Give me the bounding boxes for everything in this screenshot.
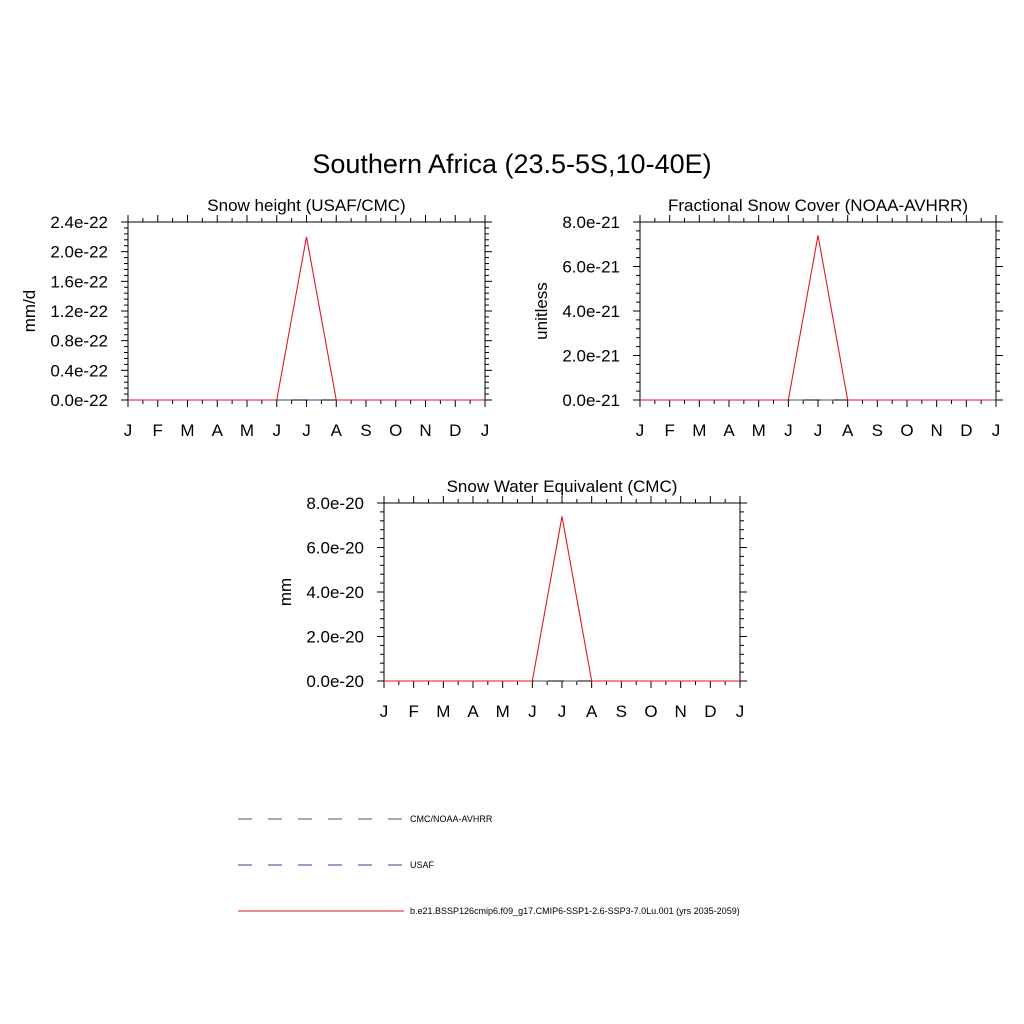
series-line-model	[384, 516, 740, 681]
chart-panel-1	[20, 196, 492, 440]
x-tick-label: F	[408, 702, 419, 721]
y-tick-label: 6.0e-20	[306, 538, 364, 558]
x-tick-label: F	[664, 421, 675, 440]
x-tick-label: D	[960, 421, 973, 440]
series-line-model	[640, 235, 996, 400]
x-tick-label: J	[735, 702, 745, 721]
x-tick-label: N	[419, 421, 432, 440]
legend-label: USAF	[410, 860, 435, 870]
x-tick-label: J	[635, 421, 645, 440]
x-tick-label: O	[900, 421, 914, 440]
plot-frame	[384, 503, 740, 681]
plot-frame	[640, 222, 996, 400]
series-line-model	[128, 237, 485, 400]
y-axis-label: mm	[276, 577, 295, 607]
y-tick-label: 0.8e-22	[50, 331, 108, 351]
x-tick-label: J	[528, 702, 537, 721]
x-tick-label: J	[123, 421, 133, 440]
legend-label: CMC/NOAA-AVHRR	[410, 814, 493, 824]
plot-frame	[128, 222, 485, 400]
x-tick-label: D	[704, 702, 717, 721]
x-tick-label: J	[480, 421, 490, 440]
x-tick-label: N	[930, 421, 943, 440]
x-tick-label: M	[751, 421, 766, 440]
x-tick-label: A	[841, 421, 854, 440]
x-tick-label: J	[813, 421, 823, 440]
y-tick-label: 2.0e-20	[306, 627, 364, 647]
x-tick-label: J	[557, 702, 567, 721]
x-tick-label: A	[211, 421, 223, 440]
x-tick-label: M	[180, 421, 195, 440]
x-tick-label: D	[449, 421, 462, 440]
y-axis-label: unitless	[532, 282, 551, 340]
y-tick-label: 2.4e-22	[50, 213, 108, 232]
legend-label: b.e21.BSSP126cmip6.f09_g17.CMIP6-SSP1-2.6-SSP3-7.0Lu.001 (yrs 2035-2059)	[410, 906, 740, 916]
y-tick-label: 1.6e-22	[50, 272, 108, 292]
x-tick-label: M	[692, 421, 707, 440]
chart-panels	[20, 196, 1003, 721]
chart-panel-3	[276, 477, 747, 721]
x-tick-label: A	[723, 421, 735, 440]
x-tick-label: A	[585, 702, 598, 721]
y-tick-label: 0.0e-21	[562, 391, 620, 410]
chart-panel-2	[532, 196, 1003, 440]
x-tick-label: O	[389, 421, 403, 440]
x-tick-label: M	[436, 702, 451, 721]
x-tick-label: S	[615, 702, 628, 721]
x-tick-label: J	[991, 421, 1001, 440]
y-axis-label: mm/d	[20, 289, 39, 333]
chart-title: Snow height (USAF/CMC)	[207, 196, 406, 215]
x-tick-label: M	[495, 702, 510, 721]
x-tick-label: M	[239, 421, 255, 440]
x-tick-label: O	[644, 702, 658, 721]
y-tick-label: 4.0e-21	[562, 302, 620, 321]
y-tick-label: 8.0e-20	[306, 494, 364, 513]
y-tick-label: 6.0e-21	[562, 257, 620, 277]
x-tick-label: S	[871, 421, 884, 440]
y-tick-label: 4.0e-20	[306, 583, 364, 602]
figure-title: Southern Africa (23.5-5S,10-40E)	[312, 149, 712, 179]
x-tick-label: A	[330, 421, 342, 440]
y-tick-label: 0.0e-20	[306, 672, 364, 691]
x-tick-label: J	[272, 421, 281, 440]
x-tick-label: N	[674, 702, 687, 721]
y-tick-label: 2.0e-22	[50, 242, 108, 262]
x-tick-label: J	[302, 421, 311, 440]
y-tick-label: 2.0e-21	[562, 346, 620, 366]
chart-title: Fractional Snow Cover (NOAA-AVHRR)	[667, 196, 969, 215]
x-tick-label: F	[152, 421, 163, 440]
x-tick-label: J	[784, 421, 793, 440]
x-tick-label: A	[467, 702, 479, 721]
y-tick-label: 8.0e-21	[562, 213, 620, 232]
y-tick-label: 0.0e-22	[50, 391, 108, 410]
y-tick-label: 1.2e-22	[50, 302, 108, 321]
chart-title: Snow Water Equivalent (CMC)	[446, 477, 678, 496]
x-tick-label: J	[379, 702, 389, 721]
legend	[238, 814, 740, 916]
x-tick-label: S	[360, 421, 372, 440]
y-tick-label: 0.4e-22	[50, 361, 108, 381]
